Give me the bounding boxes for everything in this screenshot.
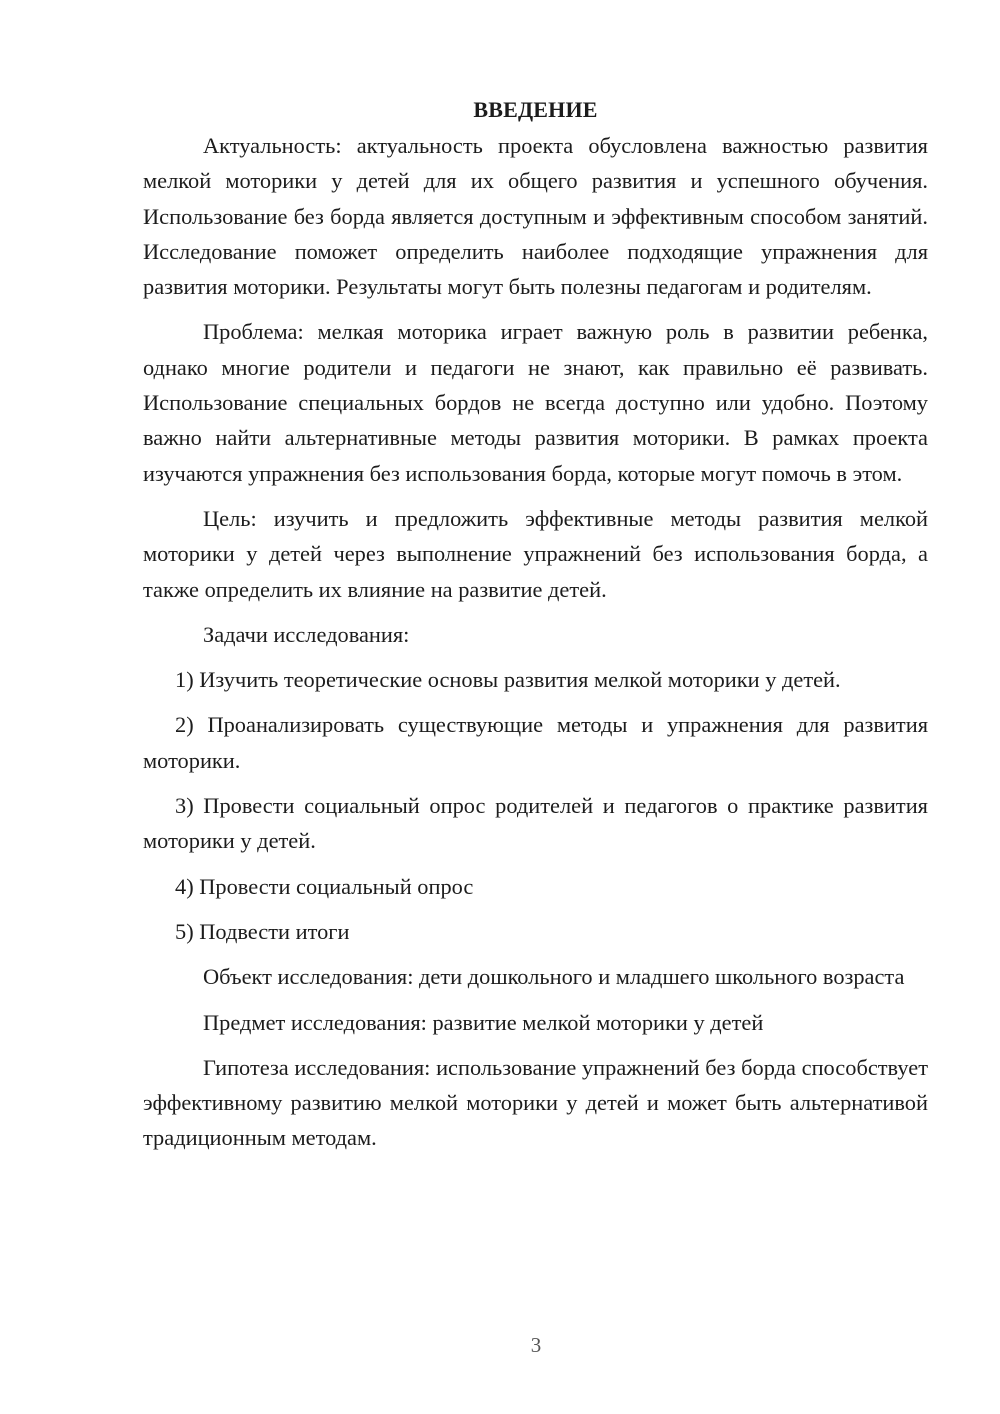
paragraph-problem: Проблема: мелкая моторика играет важную роль в развитии ребенка, однако многие родители и педагоги не знают, как правильно её развивать. Использование специальных бордов не всегда доступно или удобно. Поэтому важно найти альтернативные методы развития моторики. В рамках проекта изучаются упражнения без использования борда, которые могут помочь в этом. [143, 319, 928, 486]
task-item-1: 1) Изучить теоретические основы развития мелкой моторики у детей. [175, 667, 841, 693]
paragraph-goal: Цель: изучить и предложить эффективные методы развития мелкой моторики у детей через выполнение упражнений без использования борда, а также определить их влияние на развитие детей. [143, 505, 928, 602]
paragraph-object: Объект исследования: дети дошкольного и младшего школьного возраста [203, 964, 905, 990]
paragraph-hypothesis: Гипотеза исследования: использование упражнений без борда способствует эффективному развитию мелкой моторики у детей и может быть альтернативой традиционным методам. [143, 1054, 928, 1151]
task-item-2: 2) Проанализировать существующие методы и упражнения для развития моторики. [143, 712, 928, 773]
task-item-3: 3) Провести социальный опрос родителей и педагогов о практике развития моторики у детей. [143, 793, 928, 854]
paragraph-relevance: Актуальность: актуальность проекта обусловлена важностью развития мелкой моторики у детей для их общего развития и успешного обучения. Использование без борда является доступным и эффективным способом занятий. Исследование поможет определить наиболее подходящие упражнения для развития моторики. Результаты могут быть полезны педагогам и родителям. [143, 133, 928, 300]
page-number: 3 [530, 1333, 542, 1357]
paragraph-subject: Предмет исследования: развитие мелкой моторики у детей [203, 1009, 764, 1035]
page-body [143, 92, 928, 1166]
task-item-5: 5) Подвести итоги [175, 918, 350, 944]
tasks-label: Задачи исследования: [203, 621, 410, 647]
section-heading: ВВЕДЕНИЕ [473, 97, 598, 122]
task-item-4: 4) Провести социальный опрос [175, 873, 474, 899]
